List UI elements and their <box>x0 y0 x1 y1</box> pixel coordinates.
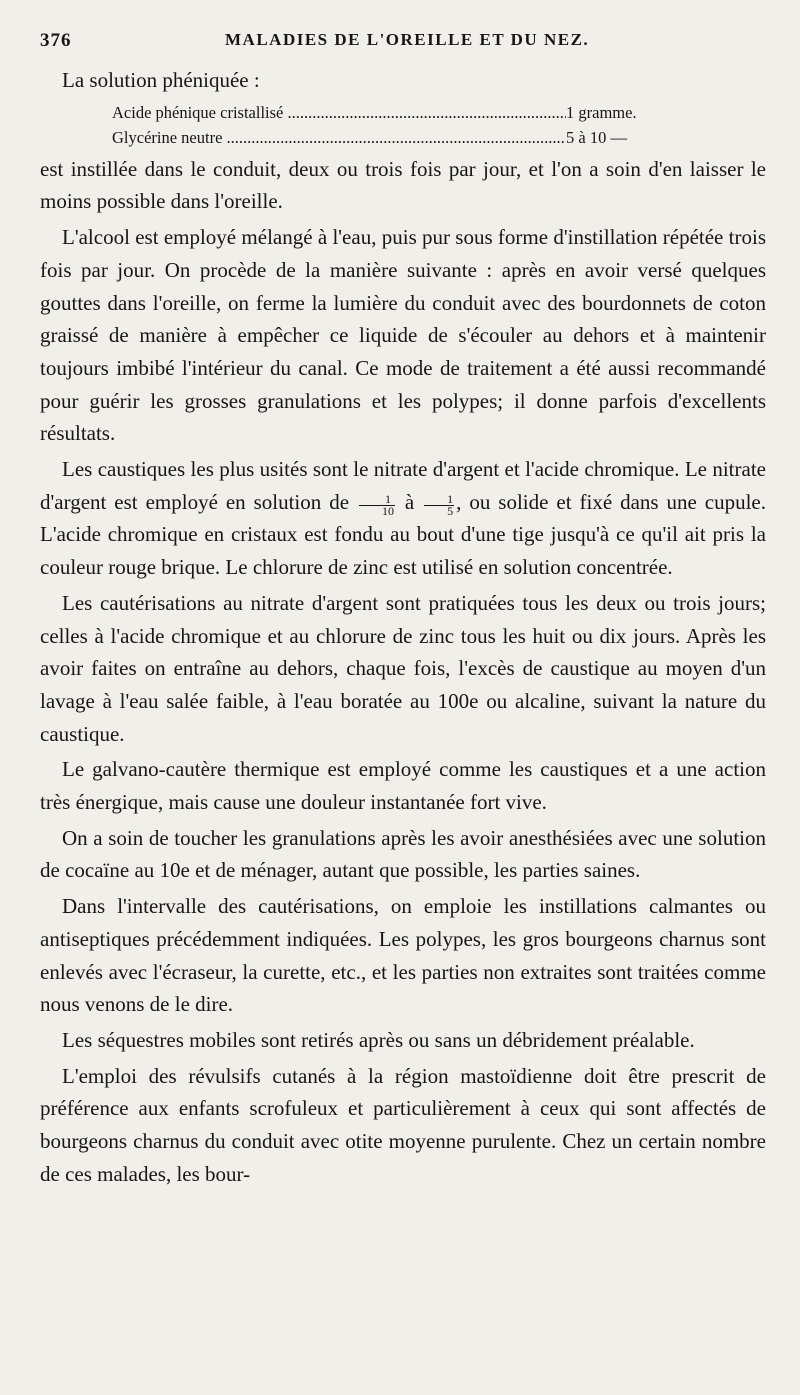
fraction <box>359 491 395 518</box>
paragraph-caustics <box>40 453 766 584</box>
formula-row <box>112 100 766 125</box>
caustics-text: Les caustiques les plus usités sont le nitrate d'argent et l'acide chromique. Le nitrate d'argent est employé en solution de <box>40 457 766 514</box>
paragraph: Dans l'intervalle des cautérisations, on emploie les instillations calmantes ou antiseptiques précédemment indiquées. Les polypes, les gros bourgeons charnus sont enlevés avec l'écraseur, la curette, etc., et les parties non extraites sont traitées comme nous venons de le dire. <box>40 894 766 1017</box>
paragraph: L'alcool est employé mélangé à l'eau, puis pur sous forme d'instillation répétée trois fois par jour. On procède de la manière suivante : après en avoir versé quelques gouttes dans l'oreille, on ferme la lumière du conduit avec des bourdonnets de coton graissé de manière à empêcher ce liquide de s'écouler au dehors et à maintenir toujours imbibé l'intérieur du canal. Ce mode de traitement a été aussi recommandé pour guérir les grosses granulations et les polypes; il donne parfois d'excellents résultats. <box>40 225 766 446</box>
paragraph: On a soin de toucher les granulations après les avoir anesthésiées avec une solution de cocaïne au 10e et de ménager, autant que possible, les parties saines. <box>40 825 766 883</box>
page-body <box>40 64 766 1194</box>
caustics-text: , ou solide et fixé dans une cupule. L'acide chromique en cristaux est fondu au bout d'une tige jusqu'à ce qu'il ait pris la couleur rouge brique. Le chlorure de zinc est utilisé en solution concentrée. <box>40 489 766 580</box>
paragraph: Les cautérisations au nitrate d'argent sont pratiquées tous les deux ou trois jours; celles à l'acide chromique et au chlorure de zinc tous les huit ou dix jours. Après les avoir faites on entraîne au dehors, chaque fois, l'excès de caustique au moyen d'un lavage à l'eau salée faible, à l'eau boratée au 100e ou alcaline, suivant la nature du caustique. <box>40 590 766 746</box>
paragraph: Le galvano-cautère thermique est employé comme les caustiques et a une action très énergique, mais cause une douleur instantanée fort vive. <box>40 757 766 815</box>
paragraph: Les séquestres mobiles sont retirés après ou sans un débridement préalable. <box>62 1027 695 1052</box>
ingredient-name: Glycérine neutre ..... <box>112 125 566 150</box>
ingredient-dose: 5 à 10 — <box>566 127 627 147</box>
paragraph: L'emploi des révulsifs cutanés à la région mastoïdienne doit être prescrit de préférence aux enfants scrofuleux et particulièrement à ceux qui sont affectés de bourgeons charnus du conduit avec otite moyenne purulente. Chez un certain nombre de ces malades, les bour- <box>40 1063 766 1186</box>
formula-row <box>112 125 766 150</box>
ingredient-name: Acide phénique cristallisé ..... <box>112 100 566 125</box>
formula-intro: La solution phéniquée : <box>62 68 260 92</box>
fraction-numerator: 1 <box>359 494 395 506</box>
caustics-text: à <box>404 489 415 514</box>
page-number: 376 <box>40 30 72 51</box>
page-header <box>40 30 760 60</box>
paragraph: est instillée dans le conduit, deux ou trois fois par jour, et l'on a soin d'en laisser le moins possible dans l'oreille. <box>40 156 766 214</box>
ingredient-dose: 1 gramme. <box>566 102 637 122</box>
running-title: MALADIES DE L'OREILLE ET DU NEZ. <box>225 30 590 49</box>
fraction-denominator: 10 <box>381 503 394 518</box>
formula-block <box>112 100 766 150</box>
fraction <box>424 491 454 518</box>
fraction-denominator: 5 <box>447 503 454 518</box>
fraction-numerator: 1 <box>424 494 454 506</box>
